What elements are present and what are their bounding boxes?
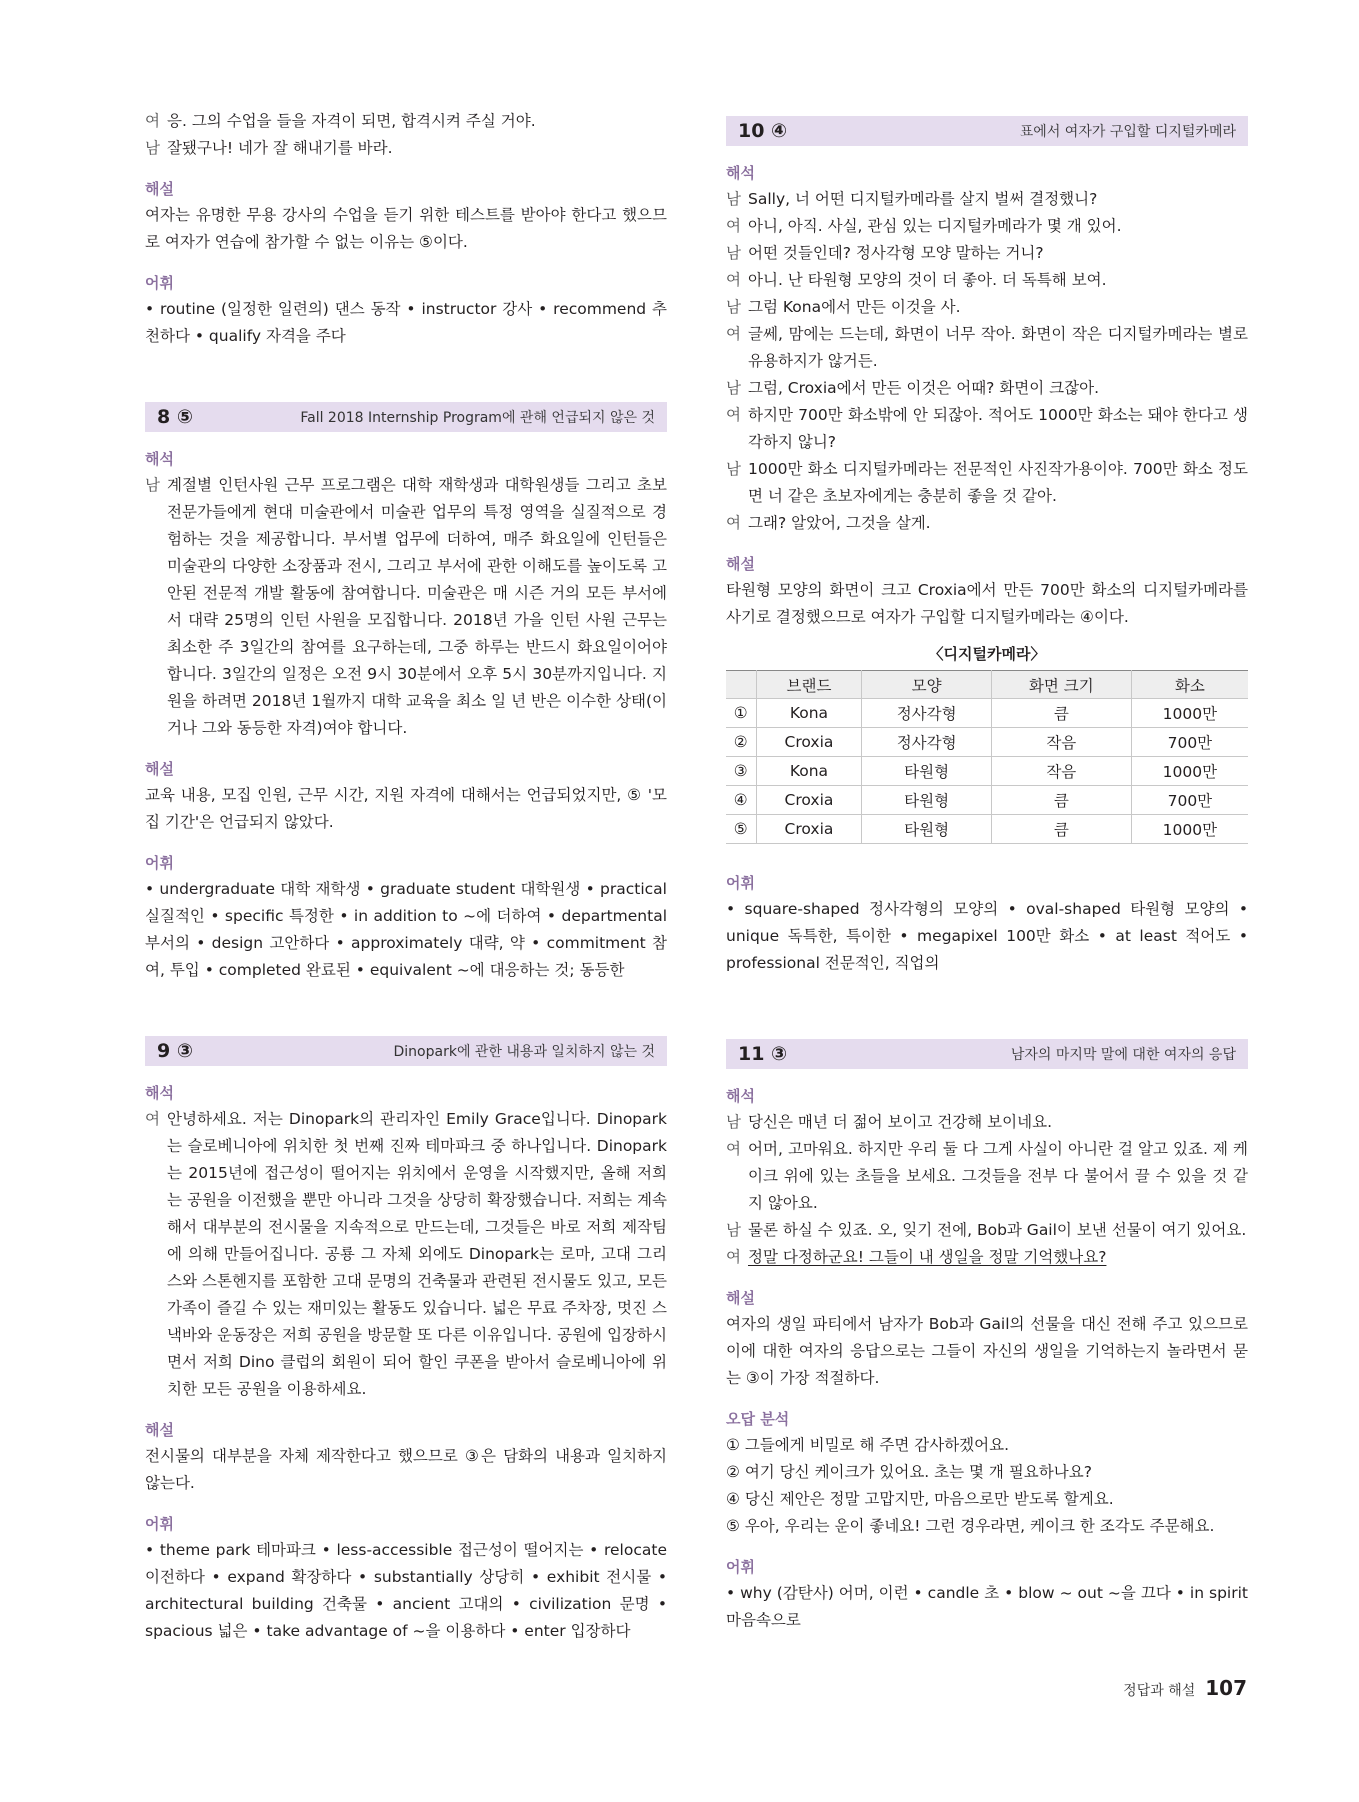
script-line: 여 아니, 아직. 사실, 관심 있는 디지털카메라가 몇 개 있어. — [726, 217, 1122, 235]
table-cell: 1000만 — [1131, 757, 1248, 786]
section-label-haeseol: 해설 — [145, 760, 174, 778]
table-row — [726, 757, 1248, 786]
section-label-haeseol: 해설 — [726, 555, 755, 573]
explanation-text: 전시물의 대부분을 자체 제작한다고 했으므로 ③은 담화의 내용과 일치하지 않는다. — [145, 1447, 667, 1492]
question-header-10 — [726, 116, 1248, 146]
question-number: 10 ④ — [738, 120, 788, 142]
table-cell: 700만 — [1131, 786, 1248, 815]
question-topic: 남자의 마지막 말에 대한 여자의 응답 — [1010, 1047, 1236, 1063]
section-label-vocab: 어휘 — [726, 874, 755, 892]
table-header-cell: 화소 — [1131, 671, 1248, 699]
table-cell: 작음 — [991, 728, 1131, 757]
q11-script — [726, 1109, 1248, 1271]
section-label-haeseok: 해석 — [726, 164, 755, 182]
script-line: 남 그럼 Kona에서 만든 이것을 사. — [726, 298, 961, 316]
table-cell: 정사각형 — [862, 728, 991, 757]
question-number: 8 ⑤ — [157, 406, 193, 428]
table-cell: 큼 — [991, 699, 1131, 728]
page-number: 107 — [1205, 1676, 1247, 1700]
right-column — [726, 116, 1248, 1634]
table-row — [726, 815, 1248, 844]
table-cell: Croxia — [756, 728, 862, 757]
table-cell: ① — [726, 699, 756, 728]
question-number: 11 ③ — [738, 1043, 788, 1065]
table-cell: Croxia — [756, 815, 862, 844]
table-cell: 타원형 — [862, 757, 991, 786]
table-header-cell: 모양 — [862, 671, 991, 699]
section-label-haeseok: 해석 — [145, 1084, 174, 1102]
table-header-row — [726, 671, 1248, 699]
vocab-text: • why (감탄사) 어머, 이런 • candle 초 • blow ~ out ~을 끄다 • in spirit 마음속으로 — [726, 1584, 1248, 1629]
explanation-text: 여자는 유명한 무용 강사의 수업을 듣기 위한 테스트를 받아야 한다고 했으므로 여자가 연습에 참가할 수 없는 이유는 ⑤이다. — [145, 206, 667, 251]
script-line: 여 그래? 알았어, 그것을 살게. — [726, 514, 931, 532]
q10-script — [726, 186, 1248, 537]
footer-label: 정답과 해설 — [1123, 1683, 1196, 1699]
script-line: 여 아니. 난 타원형 모양의 것이 더 좋아. 더 독특해 보여. — [726, 271, 1107, 289]
question-header-8 — [145, 402, 667, 432]
script-line: 남 그럼, Croxia에서 만든 이것은 어때? 화면이 크잖아. — [726, 379, 1100, 397]
script-line: 여 안녕하세요. 저는 Dinopark의 관리자인 Emily Grace입니다. Dinopark는 슬로베니아에 위치한 첫 번째 진짜 테마파크 중 하나입니다. Dinopark는 2015년에 접근성이 떨어지는 위치에서 운영을 시작했지만, 올해 저희는 공원을 이전했을 뿐만 아니라 그것을 상당히 확장했습니다. 저희는 계속해서 대부분의 전시물을 지속적으로 만드는데, 그것들은 바로 저희 제작팀에 의해 만들어집니다. 공룡 그 자체 외에도 Dinopark는 로마, 고대 그리스와 스톤헨지를 포함한 고대 문명의 건축물과 관련된 전시물도 있고, 모든 가족이 즐길 수 있는 재미있는 활동도 있습니다. 넓은 무료 주차장, 멋진 스낵바와 운동장은 저희 공원을 방문할 또 다른 이유입니다. 공원에 입장하시면서 저희 Dino 클럽의 회원이 되어 할인 쿠폰을 받아서 슬로베니아에 위치한 모든 공원을 이용하세요. — [145, 1110, 667, 1398]
camera-table — [726, 670, 1248, 844]
section-label-vocab: 어휘 — [145, 854, 174, 872]
wrong-answer-item: ④ 당신 제안은 정말 고맙지만, 마음으로만 받도록 할게요. — [726, 1490, 1114, 1508]
table-cell: ② — [726, 728, 756, 757]
table-cell: 큼 — [991, 815, 1131, 844]
table-cell: 1000만 — [1131, 815, 1248, 844]
explanation-text: 여자의 생일 파티에서 남자가 Bob과 Gail의 선물을 대신 전해 주고 있으므로 이에 대한 여자의 응답으로는 그들이 자신의 생일을 기억하는지 놀라면서 묻는 ③이 가장 적절하다. — [726, 1315, 1248, 1387]
table-header-cell: 브랜드 — [756, 671, 862, 699]
table-header-cell: 화면 크기 — [991, 671, 1131, 699]
table-cell: ④ — [726, 786, 756, 815]
section-label-haeseol: 해설 — [145, 1421, 174, 1439]
script-line: 여 응. 그의 수업을 들을 자격이 되면, 합격시켜 주실 거야. — [145, 112, 536, 130]
script-line: 여 글쎄, 맘에는 드는데, 화면이 너무 작아. 화면이 작은 디지털카메라는 별로 유용하지가 않거든. — [726, 325, 1248, 370]
script-line: 여 하지만 700만 화소밖에 안 되잖아. 적어도 1000만 화소는 돼야 한다고 생각하지 않니? — [726, 406, 1248, 451]
table-cell: Kona — [756, 699, 862, 728]
table-row — [726, 699, 1248, 728]
table-caption: 〈디지털카메라〉 — [928, 645, 1046, 663]
section-label-vocab: 어휘 — [145, 1515, 174, 1533]
script-line: 남 계절별 인턴사원 근무 프로그램은 대학 재학생과 대학원생들 그리고 초보 전문가들에게 현대 미술관에서 미술관 업무의 특정 영역을 실질적으로 경험하는 것을 제공합니다. 부서별 업무에 더하여, 매주 화요일에 인턴들은 미술관의 다양한 소장품과 전시, 그리고 부서에 관한 이해도를 높이도록 고안된 전문적 개발 활동에 참여합니다. 미술관은 매 시즌 거의 모든 부서에서 대략 25명의 인턴 사원을 모집합니다. 2018년 가을 인턴 사원 근무는 최소한 주 3일간의 참여를 요구하는데, 그중 하루는 반드시 화요일이어야 합니다. 3일간의 일정은 오전 9시 30분에서 오후 5시 30분까지입니다. 지원을 하려면 2018년 1월까지 대학 교육을 최소 일 년 반은 이수한 상태(이거나 그와 동등한 자격)여야 합니다. — [145, 476, 667, 737]
section-label-haeseol: 해설 — [726, 1289, 755, 1307]
table-row — [726, 728, 1248, 757]
left-column — [145, 108, 667, 1645]
explanation-text: 교육 내용, 모집 인원, 근무 시간, 지원 자격에 대해서는 언급되었지만, ⑤ '모집 기간'은 언급되지 않았다. — [145, 786, 667, 831]
underlined-answer: 정말 다정하군요! 그들이 내 생일을 정말 기억했나요? — [748, 1248, 1107, 1266]
table-cell: 큼 — [991, 786, 1131, 815]
question-header-11 — [726, 1039, 1248, 1069]
table-header-cell — [726, 671, 756, 699]
table-cell: 타원형 — [862, 815, 991, 844]
section-label-haeseol: 해설 — [145, 180, 174, 198]
table-cell: 1000만 — [1131, 699, 1248, 728]
question-topic: Dinopark에 관한 내용과 일치하지 않는 것 — [393, 1044, 655, 1060]
page-footer — [1123, 1676, 1247, 1700]
script-line: 여 정말 다정하군요! 그들이 내 생일을 정말 기억했나요? — [726, 1244, 1248, 1271]
wrong-answer-item: ① 그들에게 비밀로 해 주면 감사하겠어요. — [726, 1436, 1010, 1454]
question-topic: 표에서 여자가 구입할 디지털카메라 — [1019, 124, 1236, 140]
wrong-answer-item: ② 여기 당신 케이크가 있어요. 초는 몇 개 필요하나요? — [726, 1463, 1092, 1481]
table-cell: ⑤ — [726, 815, 756, 844]
table-row — [726, 786, 1248, 815]
vocab-text: • square-shaped 정사각형의 모양의 • oval-shaped 타원형 모양의 • unique 독특한, 특이한 • megapixel 100만 화소 • at least 적어도 • professional 전문적인, 직업의 — [726, 900, 1248, 972]
section-label-vocab: 어휘 — [726, 1558, 755, 1576]
explanation-text: 타원형 모양의 화면이 크고 Croxia에서 만든 700만 화소의 디지털카메라를 사기로 결정했으므로 여자가 구입할 디지털카메라는 ④이다. — [726, 581, 1248, 626]
vocab-text: • undergraduate 대학 재학생 • graduate student 대학원생 • practical 실질적인 • specific 특정한 • in addition to ~에 더하여 • departmental 부서의 • design 고안하다 • approximately 대략, 약 • commitment 참여, 투입 • completed 완료된 • equivalent ~에 대응하는 것; 동등한 — [145, 880, 667, 979]
section-label-odap: 오답 분석 — [726, 1410, 790, 1428]
question-header-9 — [145, 1036, 667, 1066]
table-cell: 정사각형 — [862, 699, 991, 728]
script-line: 남 물론 하실 수 있죠. 오, 잊기 전에, Bob과 Gail이 보낸 선물이 여기 있어요. — [726, 1221, 1247, 1239]
wrong-answer-item: ⑤ 우아, 우리는 운이 좋네요! 그런 경우라면, 케이크 한 조각도 주문해요. — [726, 1517, 1215, 1535]
script-line: 남 어떤 것들인데? 정사각형 모양 말하는 거니? — [726, 244, 1044, 262]
table-cell: ③ — [726, 757, 756, 786]
table-cell: Kona — [756, 757, 862, 786]
table-cell: 작음 — [991, 757, 1131, 786]
script-line: 남 당신은 매년 더 젊어 보이고 건강해 보이네요. — [726, 1113, 1053, 1131]
script-line: 남 잘됐구나! 네가 잘 해내기를 바라. — [145, 139, 393, 157]
section-label-haeseok: 해석 — [726, 1087, 755, 1105]
vocab-text: • theme park 테마파크 • less-accessible 접근성이 떨어지는 • relocate 이전하다 • expand 확장하다 • substantially 상당히 • exhibit 전시물 • architectural building 건축물 • ancient 고대의 • civilization 문명 • spacious 넓은 • take advantage of ~을 이용하다 • enter 입장하다 — [145, 1541, 667, 1640]
q7-script-tail — [145, 108, 667, 162]
script-line: 남 1000만 화소 디지털카메라는 전문적인 사진작가용이야. 700만 화소 정도면 너 같은 초보자에게는 충분히 좋을 것 같아. — [726, 460, 1248, 505]
vocab-text: • routine (일정한 일련의) 댄스 동작 • instructor 강사 • recommend 추천하다 • qualify 자격을 주다 — [145, 300, 667, 345]
table-cell: Croxia — [756, 786, 862, 815]
question-topic: Fall 2018 Internship Program에 관해 언급되지 않은 것 — [300, 410, 655, 426]
question-number: 9 ③ — [157, 1040, 193, 1062]
section-label-haeseok: 해석 — [145, 450, 174, 468]
table-cell: 700만 — [1131, 728, 1248, 757]
section-label-vocab: 어휘 — [145, 274, 174, 292]
script-line: 여 어머, 고마워요. 하지만 우리 둘 다 그게 사실이 아니란 걸 알고 있죠. 제 케이크 위에 있는 초들을 보세요. 그것들을 전부 다 불어서 끌 수 있을 것 같지 않아요. — [726, 1140, 1248, 1212]
table-cell: 타원형 — [862, 786, 991, 815]
script-line: 남 Sally, 너 어떤 디지털카메라를 살지 벌써 결정했니? — [726, 190, 1098, 208]
